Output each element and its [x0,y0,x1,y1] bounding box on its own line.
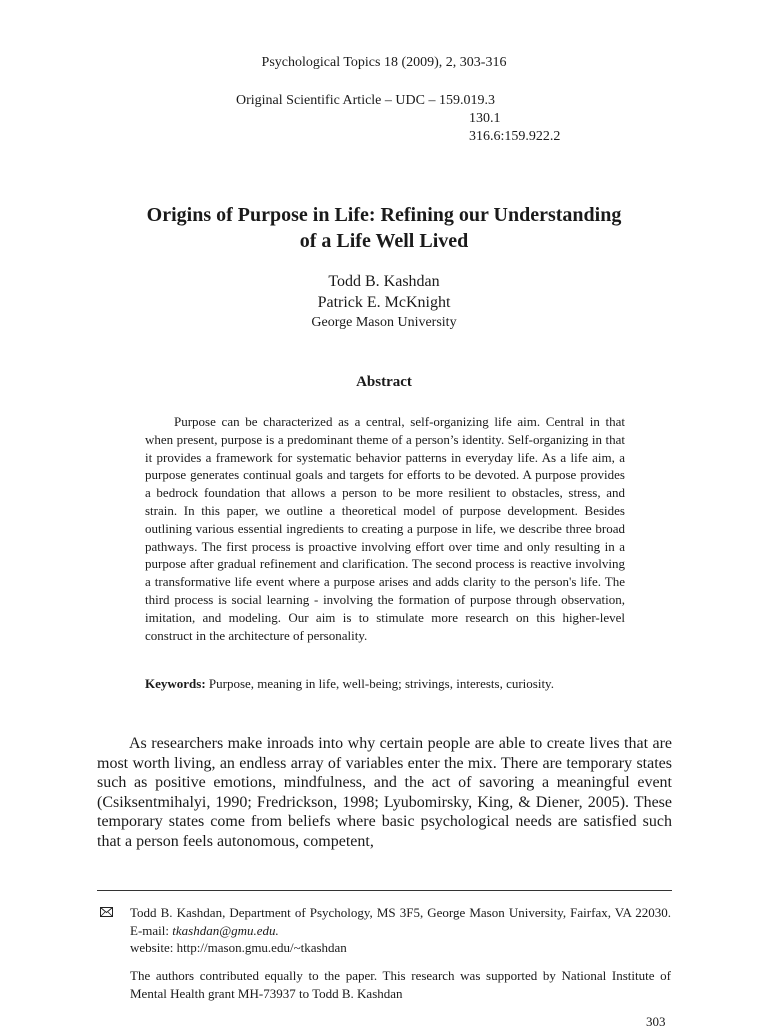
paper-title [84,202,684,254]
author-affiliation: George Mason University [311,315,457,330]
contact-website[interactable]: website: http://mason.gmu.edu/~tkashdan [130,940,347,955]
body-paragraph: As researchers make inroads into why certain people are able to create lives that are most worth living, an endless array of variables enter the mix. There are temporary states such as positive emotions, mindfulness, and the act of savoring a meaningful event (Csiksentmihalyi, 1990; Fredrickson, 1998; Lyubomirsky, King, & Diener, 2005). These temporary states come from beliefs where basic psychological needs are satisfied such that a person feels autonomous, competent, [97,735,672,850]
article-type-udc: Original Scientific Article – UDC – 159.019.3 [236,93,495,108]
contact-address: Todd B. Kashdan, Department of Psychology, MS 3F5, George Mason University, Fairfax, VA 22030. E-mail: [130,905,671,938]
author-name: Patrick E. McKnight [317,294,451,311]
title-line: Origins of Purpose in Life: Refining our Understanding [146,204,622,226]
page-number: 303 [646,1014,666,1029]
title-line: of a Life Well Lived [299,230,469,252]
author-name: Todd B. Kashdan [328,273,440,290]
udc-code: 130.1 [469,111,501,126]
funding-footnote: The authors contributed equally to the paper. This research was supported by National Institute of Mental Health grant MH-73937 to Todd B. Kashdan [130,968,671,1001]
keywords-label: Keywords: [145,676,206,691]
journal-citation: Psychological Topics 18 (2009), 2, 303-316 [261,55,507,70]
udc-code: 316.6:159.922.2 [469,129,561,144]
envelope-icon [100,907,113,917]
abstract-heading: Abstract [356,374,412,390]
contact-email[interactable]: tkashdan@gmu.edu. [172,922,279,938]
correspondence-footnote [130,904,671,957]
abstract-text: Purpose can be characterized as a central, self-organizing life aim. Central in that when present, purpose is a predominant theme of a person’s identity. Self-organizing in that it provides a framework for systematic behavior patterns in everyday life. As a life aim, a purpose generates continual goals and targets for efforts to be devoted. A purpose provides a bedrock foundation that allows a person to be more resilient to obstacles, stress, and strain. In this paper, we outline a theoretical model of purpose development. Besides outlining various essential ingredients to creating a purpose in life, we describe three broad pathways. The first process is proactive involving effort over time and only resulting in a purpose after gradual refinement and clarification. The second process is reactive involving a transformative life event where a purpose arises and adds clarity to the person's life. The third process is social learning - involving the formation of purpose through observation, imitation, and modeling. Our aim is to stimulate more research on this higher-level construct in the architecture of personality. [145,414,625,643]
keywords-text: Purpose, meaning in life, well-being; strivings, interests, curiosity. [205,676,554,691]
keywords [145,675,625,692]
footnote-divider [97,890,672,891]
